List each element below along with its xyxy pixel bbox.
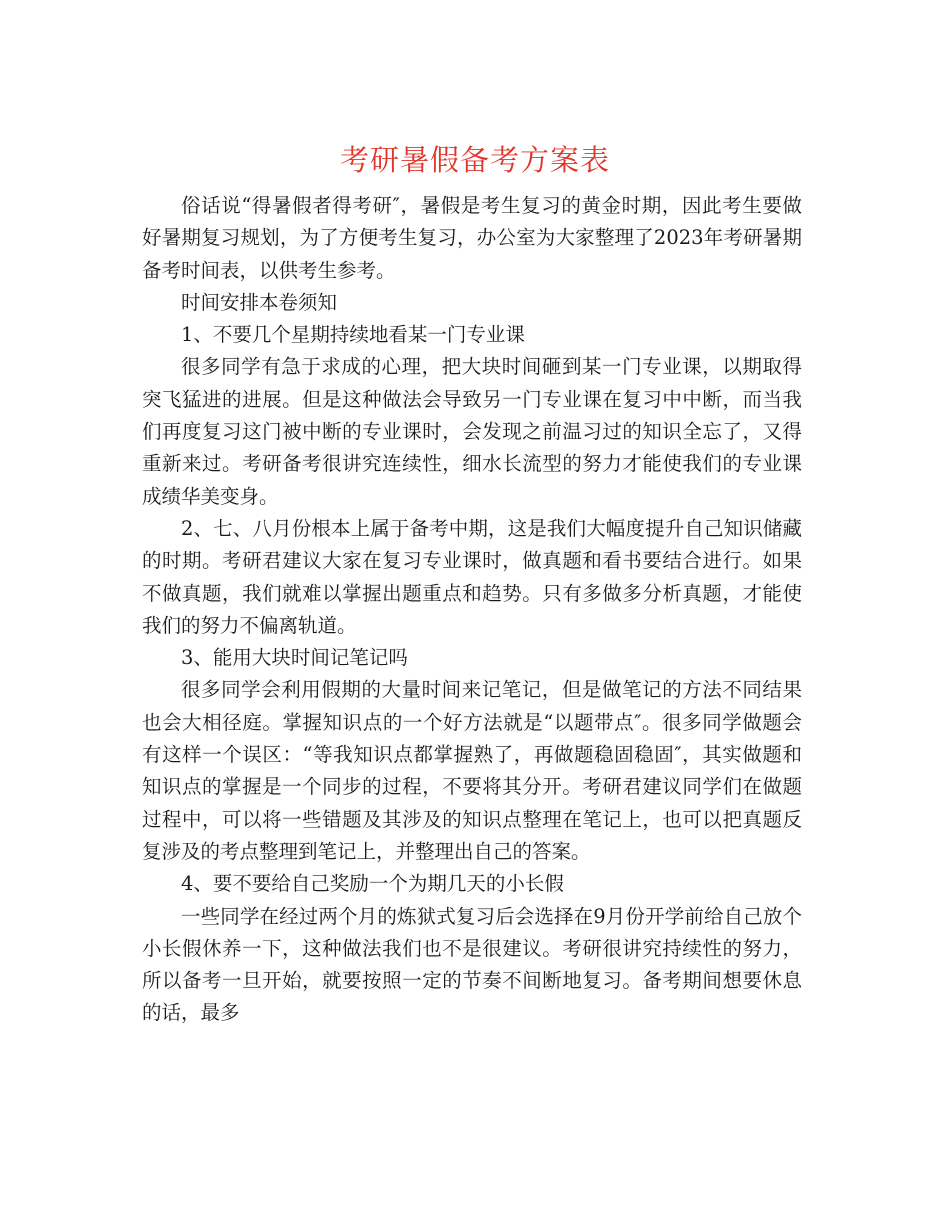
- document-title: 考研暑假备考方案表: [339, 143, 610, 177]
- paragraph-body-1: 很多同学有急于求成的心理，把大块时间砸到某一门专业课，以期取得突飞猛进的进展。但是这种做法会导致另一门专业课在复习中中断，而当我们再度复习这门被中断的专业课时，会发现之前温习过的知识全忘了，又得重新来过。考研备考很讲究连续性，细水长流型的努力才能使我们的专业课成绩华美变身。: [142, 355, 802, 508]
- paragraph-body-2: 2、七、八月份根本上属于备考中期，这是我们大幅度提升自己知识储藏的时期。考研君建议大家在复习专业课时，做真题和看书要结合进行。如果不做真题，我们就难以掌握出题重点和趋势。只有多做多分析真题，才能使我们的努力不偏离轨道。: [142, 516, 802, 637]
- paragraph-body-3: 很多同学会利用假期的大量时间来记笔记，但是做笔记的方法不同结果也会大相径庭。掌握知识点的一个好方法就是“以题带点″。很多同学做题会有这样一个误区：“等我知识点都掌握熟了，再做题稳固稳固″，其实做题和知识点的掌握是一个同步的过程，不要将其分开。考研君建议同学们在做题过程中，可以将一些错题及其涉及的知识点整理在笔记上，也可以把真题反复涉及的考点整理到笔记上，并整理出自己的答案。: [142, 678, 802, 863]
- paragraph-intro: 俗话说“得暑假者得考研″，暑假是考生复习的黄金时期，因此考生要做好暑期复习规划，为了方便考生复习，办公室为大家整理了2023年考研暑期备考时间表，以供考生参考。: [142, 194, 802, 282]
- paragraph-heading-4: 4、要不要给自己奖励一个为期几天的小长假: [181, 872, 564, 896]
- document-body: [142, 190, 802, 1030]
- paragraph-heading-1: 1、不要几个星期持续地看某一门专业课: [181, 323, 525, 347]
- paragraph-heading-3: 3、能用大块时间记笔记吗: [181, 646, 408, 670]
- paragraph-body-4: 一些同学在经过两个月的炼狱式复习后会选择在9月份开学前给自己放个小长假休养一下，这种做法我们也不是很建议。考研很讲究持续性的努力，所以备考一旦开始，就要按照一定的节奏不间断地复习。备考期间想要休息的话，最多: [142, 904, 802, 1025]
- paragraph-heading-notes: 时间安排本卷须知: [181, 290, 338, 314]
